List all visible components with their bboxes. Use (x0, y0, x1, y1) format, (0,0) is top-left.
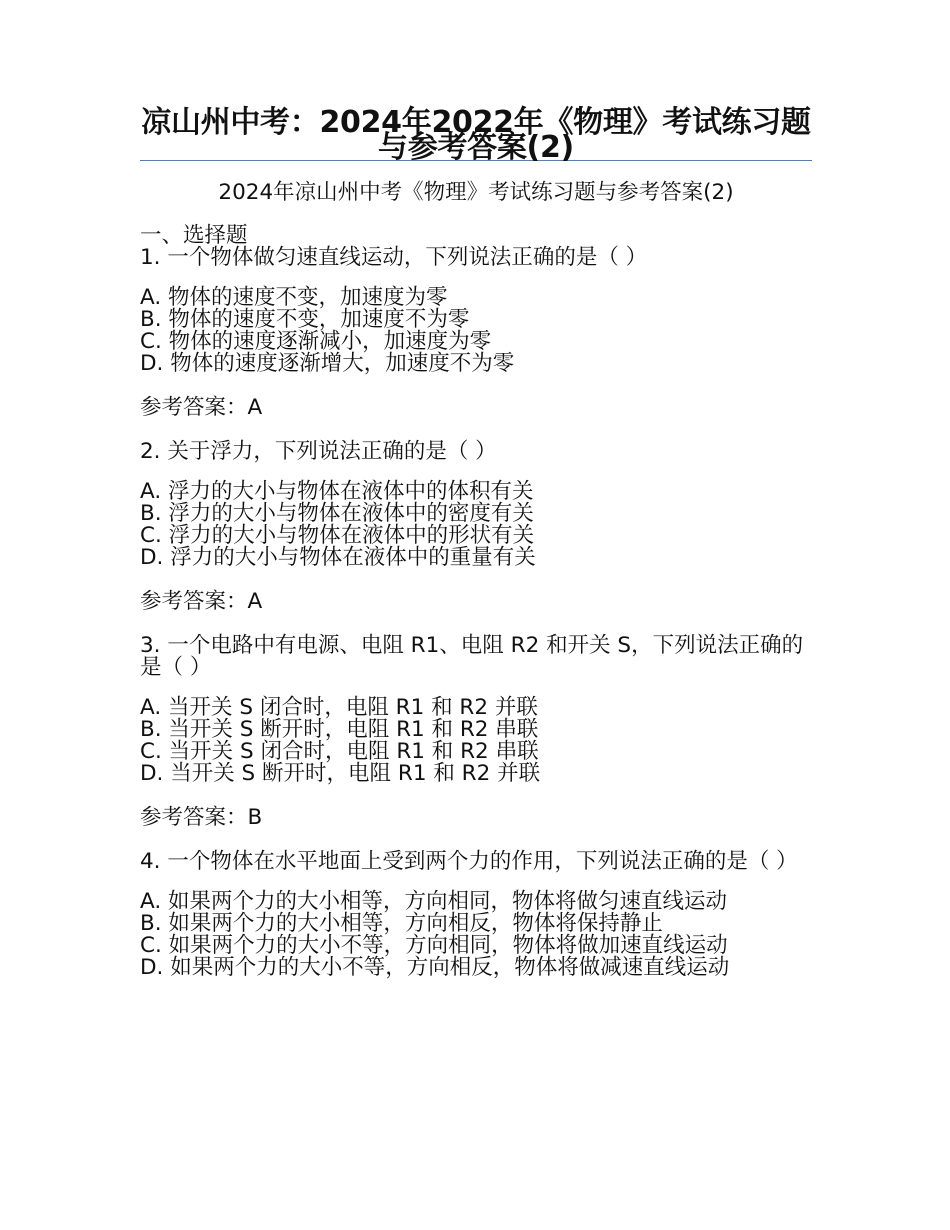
option-c: C. 当开关 S 闭合时，电阻 R1 和 R2 串联 (140, 739, 539, 764)
document-page (140, 100, 812, 979)
option-d: D. 如果两个力的大小不等，方向相反，物体将做减速直线运动 (140, 955, 730, 980)
question-stem: 2. 关于浮力，下列说法正确的是（ ） (140, 439, 497, 464)
option-c: C. 浮力的大小与物体在液体中的形状有关 (140, 523, 535, 548)
question-2 (140, 441, 812, 613)
answer-text: 参考答案：A (140, 589, 263, 614)
option-c: C. 物体的速度逐渐减小，加速度为零 (140, 329, 492, 354)
document-subtitle: 2024年凉山州中考《物理》考试练习题与参考答案(2) (218, 180, 734, 205)
option-d: D. 物体的速度逐渐增大，加速度不为零 (140, 351, 515, 376)
question-4 (140, 851, 812, 979)
option-b: B. 如果两个力的大小相等，方向相反，物体将保持静止 (140, 911, 663, 936)
question-stem: 3. 一个电路中有电源、电阻 R1、电阻 R2 和开关 S，下列说法正确的是（ ） (140, 633, 804, 680)
section-heading: 一、选择题 (140, 223, 248, 248)
answer-text: 参考答案：B (140, 805, 263, 830)
option-d: D. 当开关 S 断开时，电阻 R1 和 R2 并联 (140, 761, 541, 786)
document-title: 凉山州中考：2024年2022年《物理》考试练习题与参考答案(2) (141, 105, 811, 165)
option-a: A. 浮力的大小与物体在液体中的体积有关 (140, 479, 534, 504)
option-c: C. 如果两个力的大小不等，方向相同，物体将做加速直线运动 (140, 933, 728, 958)
option-list (140, 481, 812, 569)
option-a: A. 物体的速度不变，加速度为零 (140, 285, 448, 310)
option-b: B. 浮力的大小与物体在液体中的密度有关 (140, 501, 534, 526)
option-list (140, 891, 812, 979)
question-stem: 4. 一个物体在水平地面上受到两个力的作用，下列说法正确的是（ ） (140, 849, 798, 874)
option-a: A. 如果两个力的大小相等，方向相同，物体将做匀速直线运动 (140, 889, 728, 914)
option-d: D. 浮力的大小与物体在液体中的重量有关 (140, 545, 536, 570)
question-stem: 1. 一个物体做匀速直线运动，下列说法正确的是（ ） (140, 245, 648, 270)
option-list (140, 697, 812, 785)
option-a: A. 当开关 S 闭合时，电阻 R1 和 R2 并联 (140, 695, 538, 720)
option-b: B. 当开关 S 断开时，电阻 R1 和 R2 串联 (140, 717, 539, 742)
question-3 (140, 635, 812, 829)
option-b: B. 物体的速度不变，加速度不为零 (140, 307, 470, 332)
option-list (140, 287, 812, 375)
answer-text: 参考答案：A (140, 395, 263, 420)
question-1 (140, 247, 812, 419)
